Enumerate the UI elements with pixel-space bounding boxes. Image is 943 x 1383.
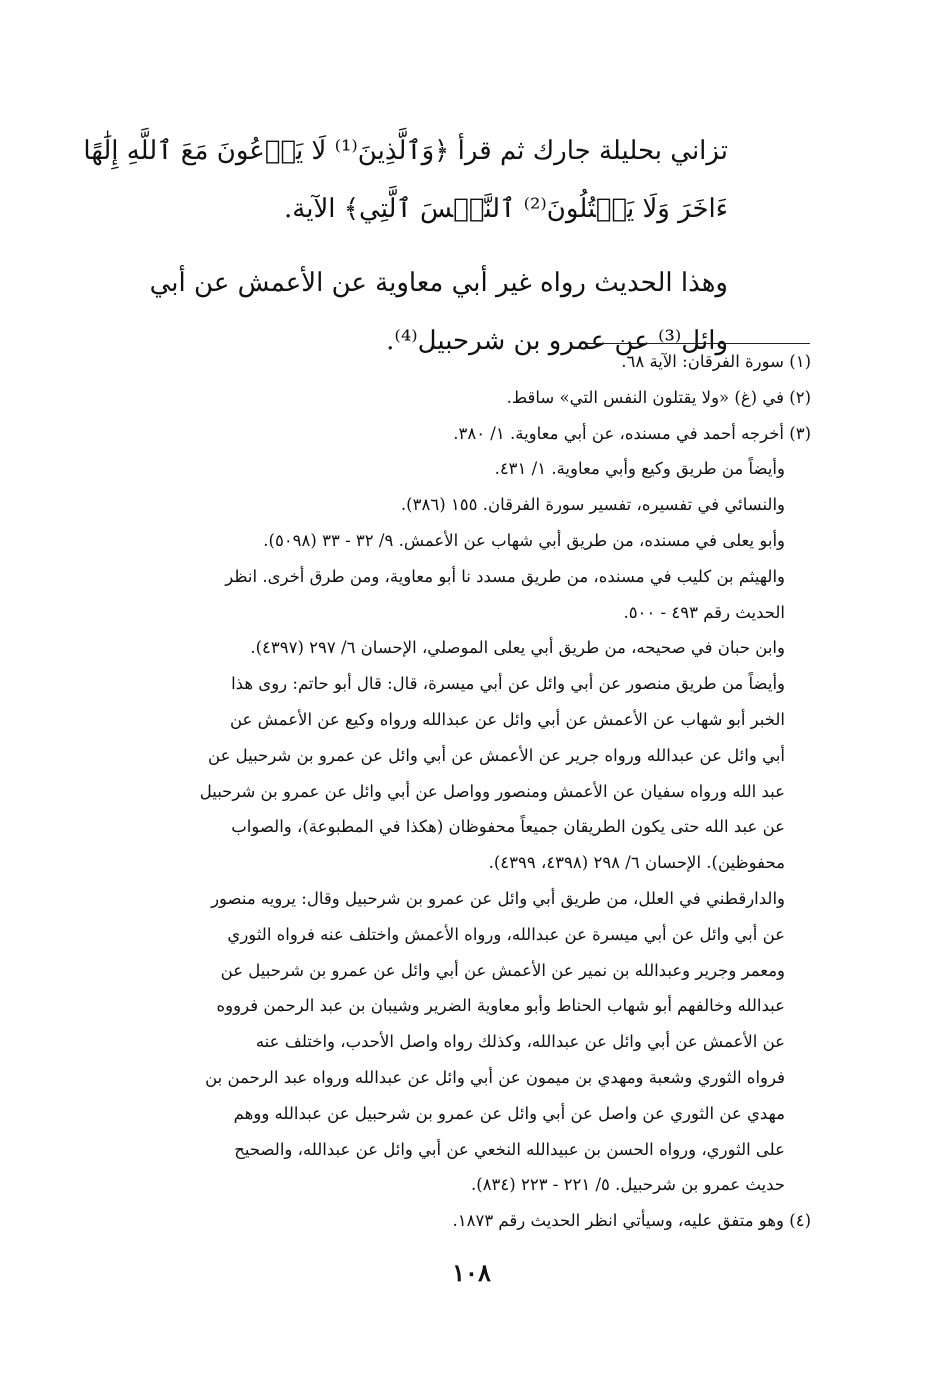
footnote-line: (٣) أخرجه أحمد في مسنده، عن أبي معاوية. ١/ ٣٨٠.	[453, 423, 811, 443]
footnote-line: عن أبي وائل عن أبي ميسرة عن عبدالله، ورواه الأعمش واختلف عنه فرواه الثوري	[227, 924, 785, 944]
footnote-line: (١) سورة الفرقان: الآية ٦٨.	[621, 352, 811, 371]
footnote-line: عبدالله وخالفهم أبو شهاب الحناط وأبو معاوية الضرير وشيبان بن عبد الرحمن فرووه	[216, 996, 785, 1016]
footnote-line: عبد الله ورواه سفيان عن الأعمش ومنصور وواصل عن أبي وائل عن عمرو بن شرحبيل	[199, 781, 785, 801]
main-line: وهذا الحديث رواه غير أبي معاوية عن الأعمش عن أبي	[149, 268, 728, 298]
footnote-line: الحديث رقم ٤٩٣ - ٥٠٠.	[623, 602, 785, 622]
main-text	[83, 122, 728, 370]
footnote-line: (٢) في (غ) «ولا يقتلون النفس التي» ساقط.	[506, 387, 811, 407]
footnote-line: مهدي عن الثوري عن واصل عن أبي وائل عن عمرو بن شرحبيل عن عبدالله ووهم	[233, 1103, 785, 1123]
footnote-line: وأيضاً من طريق منصور عن أبي وائل عن أبي ميسرة، قال: قال أبو حاتم: روى هذا	[231, 674, 785, 694]
footnote-line: (٤) وهو متفق عليه، وسيأتي انظر الحديث رقم ١٨٧٣.	[452, 1211, 811, 1231]
footnote-line: وأيضاً من طريق وكيع وأبي معاوية. ١/ ٤٣١.	[494, 459, 785, 479]
footnote-line: عن الأعمش عن أبي وائل عن عبدالله، وكذلك رواه واصل الأحدب، واختلف عنه	[255, 1032, 785, 1052]
footnote-line: ومعمر وجرير وعبدالله بن نمير عن الأعمش عن أبي وائل عن عمرو بن شرحبيل عن	[220, 960, 785, 980]
footnotes	[95, 344, 811, 1239]
footnote-line: والهيثم بن كليب في مسنده، من طريق مسدد نا أبو معاوية، ومن طرق أخرى. انظر	[225, 566, 785, 586]
footnote-line: حديث عمرو بن شرحبيل. ٥/ ٢٢١ - ٢٢٣ (٨٣٤).	[471, 1175, 785, 1195]
page-number: ١٠٨	[452, 1258, 491, 1287]
footnote-line: عن عبد الله حتى يكون الطريقان جميعاً محفوظان (هكذا في المطبوعة)، والصواب	[231, 817, 785, 837]
footnote-line: والدارقطني في العلل، من طريق أبي وائل عن عمرو بن شرحبيل وقال: يرويه منصور	[211, 888, 785, 908]
footnote-line: محفوظين). الإحسان ٦/ ٢٩٨ (٤٣٩٨، ٤٣٩٩).	[488, 853, 785, 873]
footnote-line: وابن حبان في صحيحه، من طريق أبي يعلى الموصلي، الإحسان ٦/ ٢٩٧ (٤٣٩٧).	[250, 638, 785, 658]
footnote-line: فرواه الثوري وشعبة ومهدي بن ميمون عن أبي وائل عن عبدالله ورواه عبد الرحمن بن	[205, 1067, 785, 1087]
main-line: وائل⁽³⁾ عن عمرو بن شرحبيل⁽⁴⁾.	[386, 326, 728, 356]
footnote-line: والنسائي في تفسيره، تفسير سورة الفرقان. ١٥٥ (٣٨٦).	[400, 495, 785, 515]
main-line: ءَاخَرَ وَلَا يَقۡتُلُونَ⁽²⁾ ٱلنَّفۡسَ ٱلَّتِي﴾ الآية.	[284, 194, 728, 224]
footnote-line: الخبر أبو شهاب عن الأعمش عن أبي وائل عن عبدالله ورواه وكيع عن الأعمش عن	[229, 709, 785, 729]
footnote-line: على الثوري، ورواه الحسن بن عبيدالله النخعي عن أبي وائل عن عبدالله، والصحيح	[234, 1139, 785, 1159]
main-line: تزاني بحليلة جارك ثم قرأ ﴿وَٱلَّذِينَ⁽¹⁾ لَا يَدۡعُونَ مَعَ ٱللَّهِ إِلَٰهًا	[83, 136, 728, 166]
footnote-line: وأبو يعلى في مسنده، من طريق أبي شهاب عن الأعمش. ٩/ ٣٢ - ٣٣ (٥٠٩٨).	[263, 530, 785, 550]
footnote-line: أبي وائل عن عبدالله ورواه جرير عن الأعمش عن أبي وائل عن عمرو بن شرحبيل عن	[208, 745, 785, 765]
